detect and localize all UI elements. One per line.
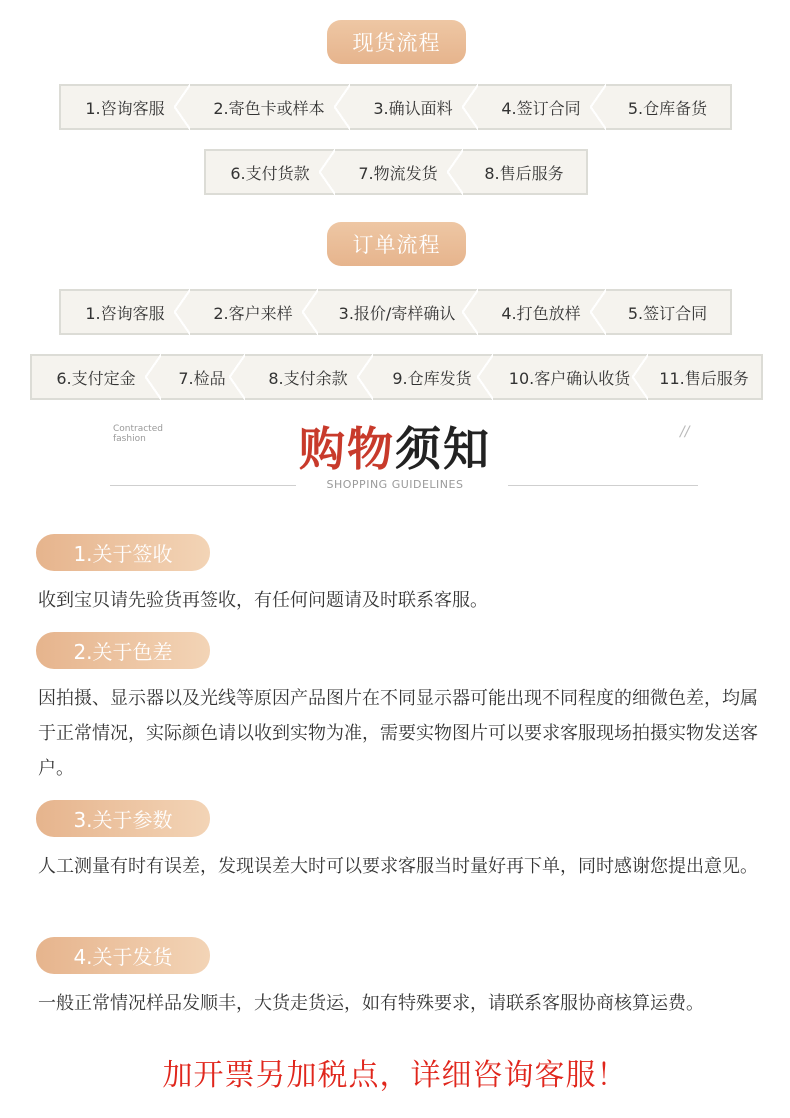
flow-step: 3.报价/寄样确认 [317,291,477,333]
shopping-guidelines-title [0,413,790,479]
decorative-slashes: // [680,424,690,440]
flow-step: 10.客户确认收货 [492,356,647,398]
flow-step: 2.客户来样 [189,291,317,333]
flow-step: 9.仓库发货 [372,356,492,398]
section-text-receipt: 收到宝贝请先验货再签收，有任何问题请及时联系客服。 [38,590,488,611]
order-flow-title: 订单流程 [327,222,466,266]
flow-step: 11.售后服务 [659,368,749,388]
tag-line-1: Contracted [113,424,163,434]
flow-step: 3.确认面料 [349,86,477,128]
flow-step: 5.签订合同 [627,303,708,323]
flow-step: 1.咨询客服 [61,86,189,128]
section-text-shipping: 一般正常情况样品发顺丰，大货走货运，如有特殊要求，请联系客服协商核算运费。 [38,993,704,1014]
flow-step: 5.仓库备货 [627,98,708,118]
section-heading-receipt: 1.关于签收 [36,534,210,571]
section-heading-color: 2.关于色差 [36,632,210,669]
flow-step: 7.物流发货 [334,151,462,193]
section-heading-params: 3.关于参数 [36,800,210,837]
tag-line-2: fashion [113,434,146,444]
section-text-params: 人工测量有时有误差，发现误差大时可以要求客服当时量好再下单，同时感谢您提出意见。 [38,856,758,877]
title-red: 购物 [299,422,395,476]
order-flow-row-1 [59,289,732,335]
section-heading-shipping: 4.关于发货 [36,937,210,974]
flow-step: 2.寄色卡或样本 [189,86,349,128]
flow-step: 6.支付货款 [206,151,334,193]
flow-step: 1.咨询客服 [61,291,189,333]
flow-step: 7.检品 [160,356,244,398]
flow-step: 4.打色放样 [477,291,605,333]
invoice-notice: 加开票另加税点，详细咨询客服！ [162,1058,628,1093]
flow-step: 6.支付定金 [32,356,160,398]
section-text-color: 因拍摄、显示器以及光线等原因产品图片在不同显示器可能出现不同程度的细微色差，均属于正常情况，实际颜色请以收到实物为准，需要实物图片可以要求客服现场拍摄实物发送客户。 [38,688,758,779]
flow-step: 8.售后服务 [484,163,564,183]
title-dark: 须知 [395,422,491,476]
flow-step: 8.支付余款 [244,356,372,398]
spot-flow-row-2 [204,149,588,195]
flow-step: 4.签订合同 [477,86,605,128]
spot-flow-row-1 [59,84,732,130]
spot-flow-title: 现货流程 [327,20,466,64]
divider-right [508,485,698,486]
shopping-guidelines-subtitle: SHOPPING GUIDELINES [326,478,464,491]
order-flow-row-2 [30,354,763,400]
